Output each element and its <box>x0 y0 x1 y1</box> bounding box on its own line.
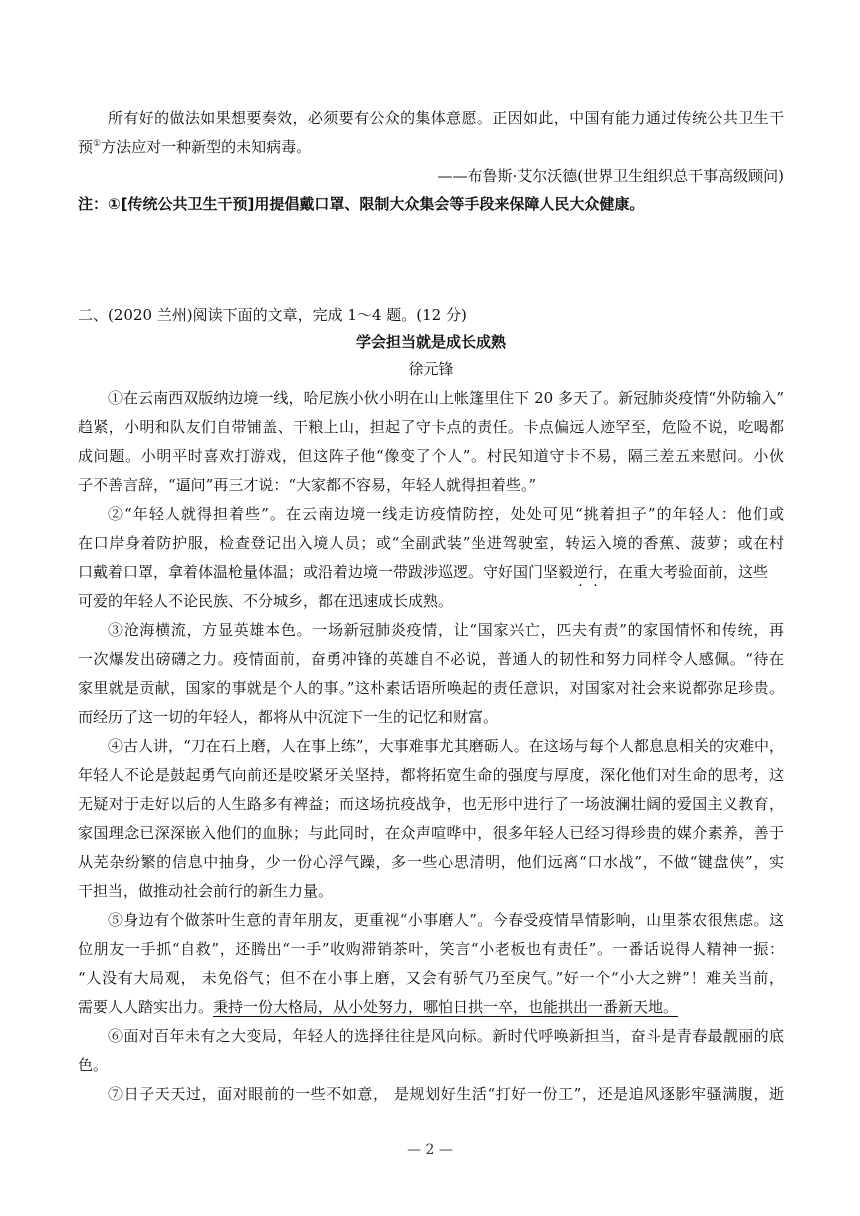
emphasis-char: 行 <box>588 563 604 581</box>
paragraph-2-line-pre: 口戴着口罩，拿着体温枪量体温；或沿着边境一带跋涉巡逻。守好国门坚毅 <box>78 563 574 581</box>
paragraph-4-line: 年轻人不论是鼓起勇气向前还是咬紧牙关坚持，都将拓宽生命的强度与厚度，深化他们对生命的思考，这 <box>78 766 784 784</box>
paragraph-7-line: ⑦日子天天过，面对眼前的一些不如意， 是规划好生活“打好一份工”，还是追风逐影牢骚满腹，逝 <box>108 1085 784 1103</box>
footnote-text: 注：①[传统公共卫生干预]用提倡戴口罩、限制大众集会等手段来保障人民大众健康。 <box>78 195 645 213</box>
quote-line-2-post: 方法应对一种新型的未知病毒。 <box>101 138 312 156</box>
article-author: 徐元锋 <box>408 360 454 378</box>
paragraph-6-line: 色。 <box>78 1056 109 1074</box>
paragraph-3-line: ③沧海横流，方显英雄本色。一场新冠肺炎疫情，让“国家兴亡，匹夫有责”的家国情怀和传统，再 <box>108 621 784 639</box>
paragraph-6-line: ⑥面对百年未有之大变局，年轻人的选择往往是风向标。新时代呼唤新担当，奋斗是青春最靓丽的底 <box>108 1027 784 1045</box>
quote-line-2 <box>78 136 784 158</box>
paragraph-2-line: ②“年轻人就得担着些”。在云南边境一线走访疫情防控，处处可见“挑着担子”的年轻人：他们或 <box>108 505 784 523</box>
emphasis-char: 逆 <box>573 563 589 581</box>
paragraph-5-line: 位朋友一手抓“自救”，还腾出“一手”收购滞销茶叶，笑言“小老板也有责任”。一番话说得人精神一振： <box>78 940 784 958</box>
underlined-sentence: 秉持一份大格局，从小处努力，哪怕日拱一卒，也能拱出一番新天地。 <box>213 998 679 1016</box>
paragraph-5-line: “人没有大局观， 未免俗气；但不在小事上磨，又会有骄气乃至戾气。”好一个“小大之辨”！难关当前， <box>78 969 784 987</box>
paragraph-2-line <box>78 561 784 583</box>
paragraph-4-line: 从芜杂纷繁的信息中抽身，少一份心浮气躁，多一些心思清明，他们远离“口水战”，不做“键盘侠”，实 <box>78 853 784 871</box>
paragraph-1-line: 趋紧，小明和队友们自带铺盖、干粮上山，担起了守卡点的责任。卡点偏远人迹罕至，危险不说，吃喝都 <box>78 418 784 436</box>
quote-line-2-pre: 预 <box>78 138 94 156</box>
paragraph-1-line: 成问题。小明平时喜欢打游戏，但这阵子他“像变了个人”。村民知道守卡不易，隔三差五来慰问。小伙 <box>78 447 784 465</box>
page-number: — 2 — <box>407 1142 453 1158</box>
paragraph-4-line: ④古人讲，“刀在石上磨，人在事上练”，大事难事尤其磨砺人。在这场与每个人都息息相关的灾难中， <box>108 737 784 755</box>
paragraph-3-line: 而经历了这一切的年轻人，都将从中沉淀下一生的记忆和财富。 <box>78 708 499 726</box>
paragraph-5-line-pre: 需要人人踏实出力。 <box>78 998 214 1016</box>
paragraph-3-line: 一次爆发出磅礴之力。疫情面前，奋勇冲锋的英雄自不必说，普通人的韧性和努力同样令人感佩。“待在 <box>78 650 784 668</box>
paragraph-3-line: 家里就是贡献，国家的事就是个人的事。”这朴素话语所唤起的责任意识，对国家对社会来说都弥足珍贵。 <box>78 679 784 697</box>
paragraph-4-line: 无疑对于走好以后的人生路多有裨益；而这场抗疫战争，也无形中进行了一场波澜壮阔的爱国主义教育， <box>78 795 784 813</box>
paragraph-5-line: ⑤身边有个做茶叶生意的青年朋友，更重视“小事磨人”。今春受疫情旱情影响，山里茶农很焦虑。这 <box>108 911 784 929</box>
quote-attribution: ——布鲁斯·艾尔沃德(世界卫生组织总干事高级顾问) <box>437 167 784 185</box>
paragraph-1-line: ①在云南西双版纳边境一线，哈尼族小伙小明在山上帐篷里住下 20 多天了。新冠肺炎疫情“外防输入” <box>108 389 784 407</box>
paragraph-1-line: 子不善言辞，“逼问”再三才说：“大家都不容易，年轻人就得担着些。” <box>78 476 537 494</box>
quote-line-1: 所有好的做法如果想要奏效，必须要有公众的集体意愿。正因如此，中国有能力通过传统公共卫生干 <box>108 109 784 127</box>
paragraph-4-line: 家国理念已深深嵌入他们的血脉；与此同时，在众声喧哗中，很多年轻人已经习得珍贵的媒介素养，善于 <box>78 824 784 842</box>
paragraph-4-line: 干担当，做推动社会前行的新生力量。 <box>78 882 334 900</box>
section-heading: 二、(2020 兰州)阅读下面的文章，完成 1～4 题。(12 分) <box>78 306 467 324</box>
paragraph-5-line <box>78 996 784 1018</box>
article-title: 学会担当就是成长成熟 <box>355 333 506 351</box>
paragraph-2-line: 在口岸身着防护服，检查登记出入境人员；或“全副武装”坐进驾驶室，转运入境的香蕉、菠萝；或在村 <box>78 534 784 552</box>
paragraph-2-line: 可爱的年轻人不论民族、不分城乡，都在迅速成长成熟。 <box>78 592 454 610</box>
paragraph-2-line-post: ，在重大考验面前，这些 <box>603 563 769 581</box>
footnote-marker: ① <box>93 139 102 149</box>
